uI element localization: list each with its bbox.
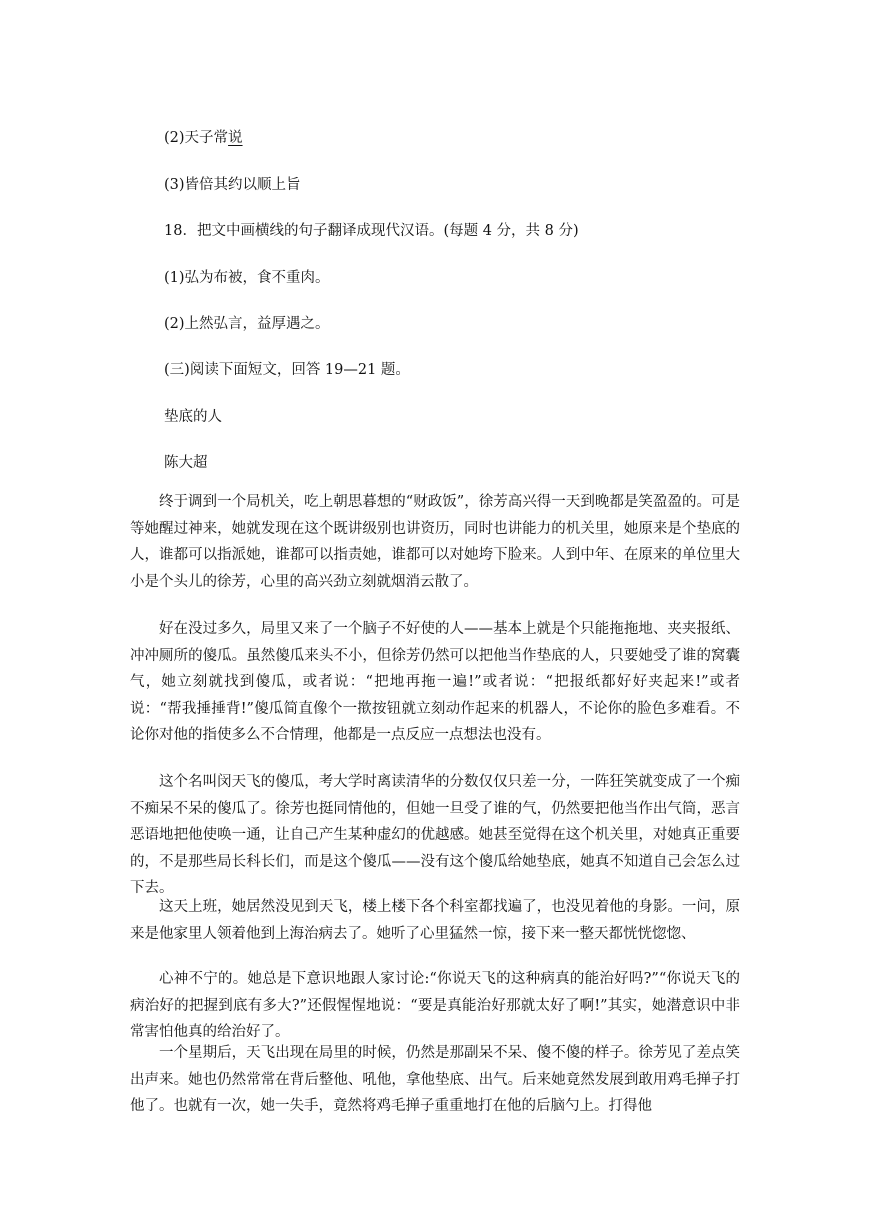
story-paragraph-3: 这个名叫闵天飞的傻瓜，考大学时离读清华的分数仅仅只差一分，一阵狂笑就变成了一个痴不痴呆不呆的傻瓜了。徐芳也挺同情他的，但她一旦受了谁的气，仍然要把他当作出气筒，恶言恶语地把他使唤一通，让自己产生某种虚幻的优越感。她甚至觉得在这个机关里，对她真正重要的，不是那些局长科长们，而是这个傻瓜——没有这个傻瓜给她垫底，她真不知道自己会怎么过下去。 <box>130 774 740 896</box>
story-title: 垫底的人 <box>164 409 222 425</box>
q17-item-2 <box>164 128 243 148</box>
section-3-heading: (三)阅读下面短文，回答 19—21 题。 <box>164 362 410 378</box>
q17-item-3: (3)皆倍其约以顺上旨 <box>164 177 301 193</box>
story-paragraph-4: 这天上班，她居然没见到天飞，楼上楼下各个科室都找遍了，也没见着他的身影。一问，原来是他家里人领着他到上海治病去了。她听了心里猛然一惊，接下来一整天都恍恍惚惚、 <box>130 899 740 942</box>
q17-item-2-underlined-word: 说 <box>228 130 243 146</box>
story-paragraph-5: 心神不宁的。她总是下意识地跟人家讨论:“你说天飞的这种病真的能治好吗?”“你说天飞的病治好的把握到底有多大?”还假惺惺地说：“要是真能治好那就太好了啊!”其实，她潜意识中非常害怕他真的给治好了。 <box>130 971 740 1040</box>
story-paragraph-1: 终于调到一个局机关，吃上朝思暮想的“财政饭”，徐芳高兴得一天到晚都是笑盈盈的。可是等她醒过神来，她就发现在这个既讲级别也讲资历，同时也讲能力的机关里，她原来是个垫底的人，谁都可以指派她，谁都可以指责她，谁都可以对她垮下脸来。人到中年、在原来的单位里大小是个头儿的徐芳，心里的高兴劲立刻就烟消云散了。 <box>130 494 740 590</box>
story-author: 陈大超 <box>164 455 208 471</box>
q18-item-2: (2)上然弘言，益厚遇之。 <box>164 316 330 332</box>
q17-item-2-text: (2)天子常 <box>164 130 229 146</box>
story-paragraph-2: 好在没过多久，局里又来了一个脑子不好使的人——基本上就是个只能拖拖地、夹夹报纸、冲冲厕所的傻瓜。虽然傻瓜来头不小，但徐芳仍然可以把他当作垫底的人，只要她受了谁的窝囊气，她立刻就找到傻瓜，或者说：“把地再拖一遍!”或者说：“把报纸都好好夹起来!”或者说：“帮我捶捶背!”傻瓜简直像个一揿按钮就立刻动作起来的机器人，不论你的脸色多难看。不论你对他的指使多么不合情理，他都是一点反应一点想法也没有。 <box>130 621 740 743</box>
q18-item-1: (1)弘为布被，食不重肉。 <box>164 270 330 286</box>
story-paragraph-6: 一个星期后，天飞出现在局里的时候，仍然是那副呆不呆、傻不傻的样子。徐芳见了差点笑出声来。她也仍然常常在背后整他、吼他，拿他垫底、出气。后来她竟然发展到敢用鸡毛掸子打他了。也就有一次，她一失手，竟然将鸡毛掸子重重地打在他的后脑勺上。打得他 <box>130 1045 740 1114</box>
q18-prompt: 18．把文中画横线的句子翻译成现代汉语。(每题 4 分，共 8 分) <box>164 223 579 239</box>
